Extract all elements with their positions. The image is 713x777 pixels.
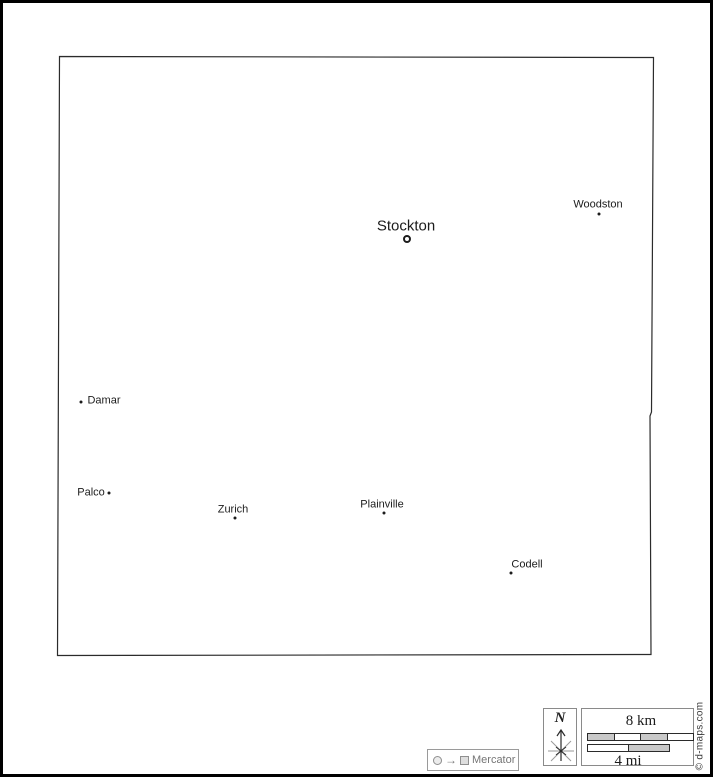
scale-km-label: 8 km	[625, 713, 657, 729]
town-label-codell: Codell	[511, 558, 543, 571]
town-label-woodston: Woodston	[573, 198, 623, 211]
scale-bar-km	[587, 733, 694, 741]
right-arrow-icon: →	[445, 752, 457, 767]
town-marker-palco	[108, 492, 111, 495]
town-marker-zurich	[234, 517, 237, 520]
town-label-stockton: Stockton	[376, 217, 436, 235]
town-marker-codell	[510, 572, 513, 575]
compass-star-icon	[544, 727, 576, 765]
circle-icon	[433, 756, 442, 765]
town-label-damar: Damar	[87, 394, 121, 407]
county-boundary-line	[58, 57, 654, 656]
town-label-zurich: Zurich	[217, 503, 249, 516]
town-marker-stockton	[403, 235, 411, 243]
town-marker-plainville	[383, 512, 386, 515]
town-marker-woodston	[598, 213, 601, 216]
square-icon	[460, 756, 469, 765]
scale-mi-label: 4 mi	[614, 753, 642, 769]
north-label: N	[554, 710, 566, 726]
attribution-text: © d-maps.com	[694, 701, 706, 771]
projection-label: Mercator	[472, 753, 516, 766]
county-boundary	[3, 3, 710, 774]
town-label-plainville: Plainville	[360, 498, 404, 511]
scale-bar-mi	[587, 744, 670, 752]
town-marker-damar	[80, 401, 83, 404]
projection-legend	[427, 749, 519, 771]
scale-box	[581, 708, 694, 769]
compass-box	[543, 708, 577, 766]
town-label-palco: Palco	[77, 486, 105, 499]
